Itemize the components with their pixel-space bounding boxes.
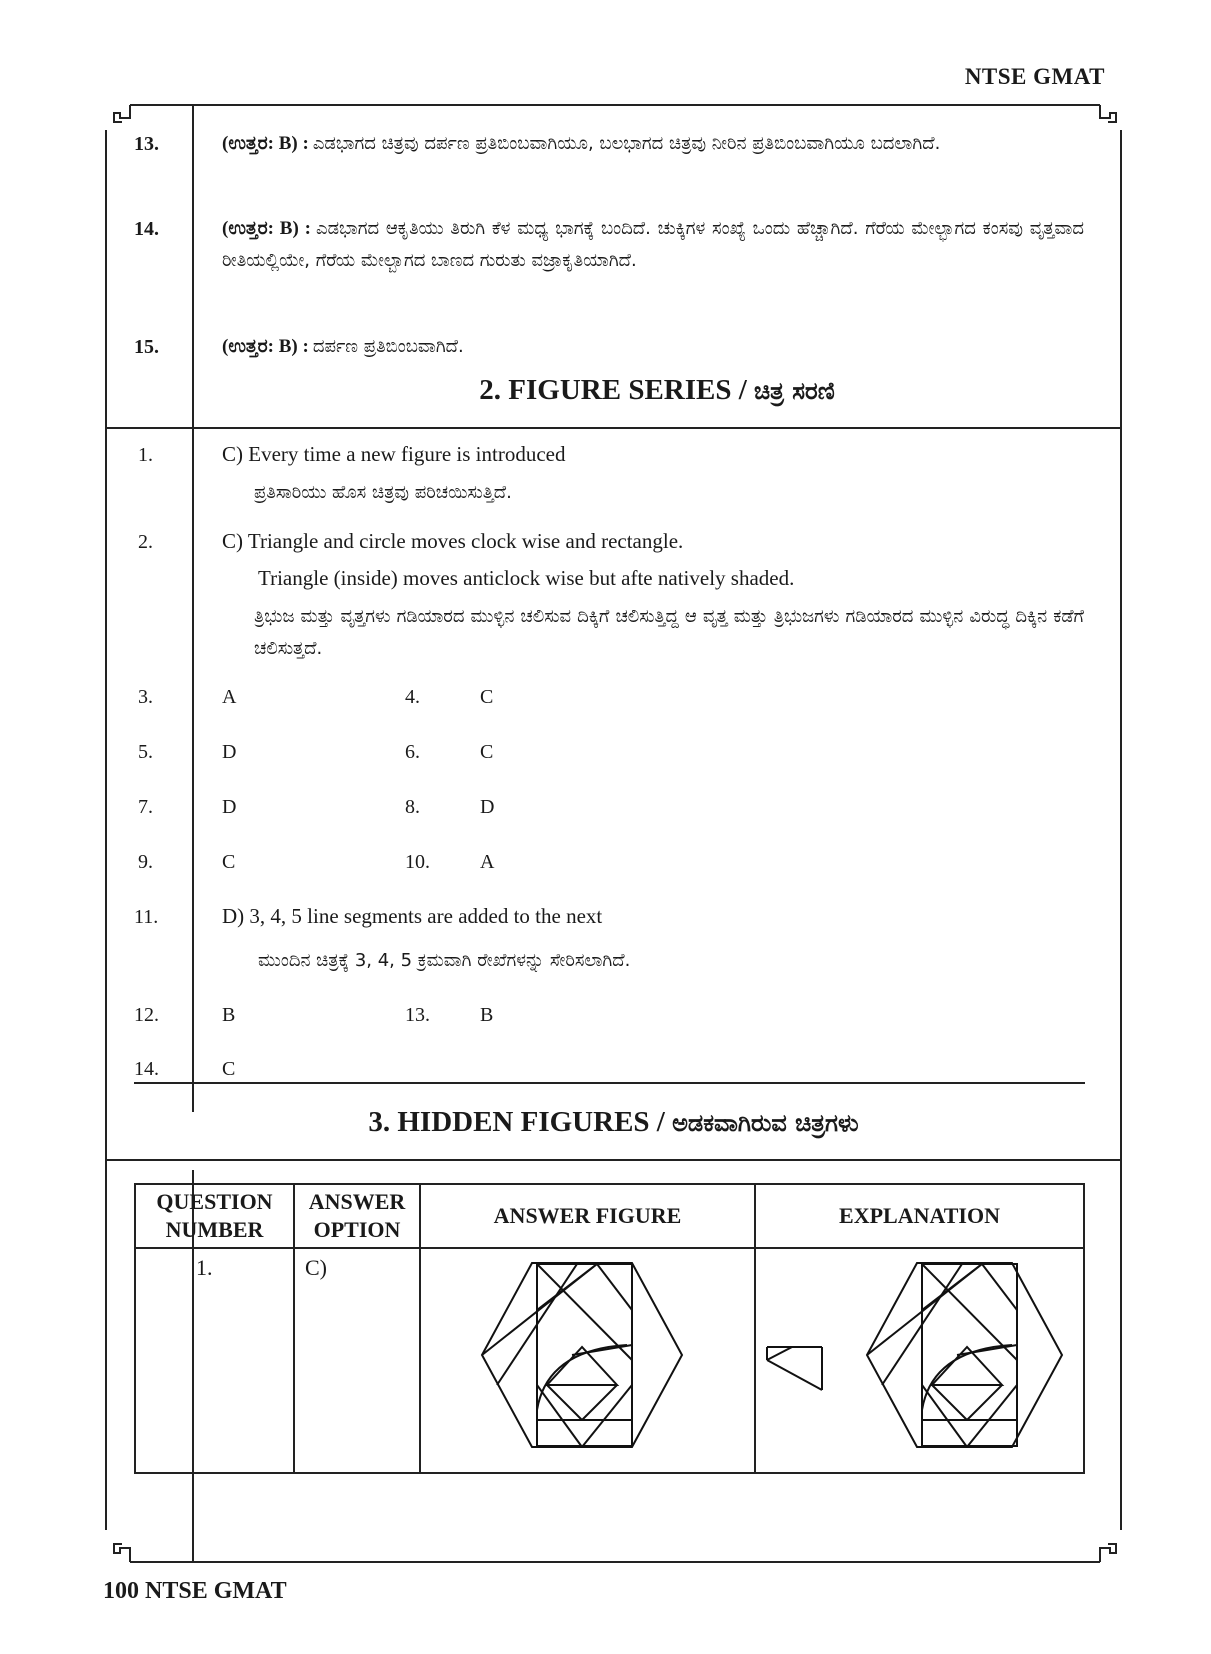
section-title-kn: ಅಡಕವಾಗಿರುವ ಚಿತ್ರಗಳು [672, 1109, 859, 1137]
question-number-cell: 1. [135, 1248, 294, 1473]
question-number: 11. [134, 906, 159, 928]
page-footer [103, 1578, 287, 1605]
answer-option: D [222, 741, 237, 763]
answer-option: A [222, 686, 237, 708]
answer-en: Triangle (inside) moves anticlock wise but afte natively shaded. [258, 566, 795, 590]
answer-option: D [480, 796, 495, 818]
answer-option: C [480, 741, 494, 763]
hidden-figures-table [134, 1183, 1085, 1474]
answer-option: C [222, 851, 236, 873]
question-number: 4. [405, 686, 420, 708]
section-title-kn: ಚಿತ್ರ ಸರಣಿ [754, 377, 835, 405]
answer-text [222, 128, 1084, 160]
question-number: 7. [138, 796, 153, 818]
answer-option: B [222, 1004, 236, 1026]
question-number: 9. [138, 851, 153, 873]
answer-option: D [222, 796, 237, 818]
header-answer-option: ANSWER OPTION [294, 1184, 420, 1248]
explanation-drawing [757, 1250, 1073, 1465]
answer-figure-cell [420, 1248, 755, 1473]
question-number: 3. [138, 686, 153, 708]
answer-kn: ಮುಂದಿನ ಚಿತ್ರಕ್ಕೆ 3, 4, 5 ಕ್ರಮವಾಗಿ ರೇಖೆಗಳನ್ನು ಸೇರಿಸಲಾಗಿದೆ. [258, 950, 631, 971]
answer-number: 15. [134, 336, 159, 358]
header-question-number: QUESTION NUMBER [135, 1184, 294, 1248]
footer-title: NTSE GMAT [145, 1578, 287, 1604]
question-number: 13. [405, 1004, 430, 1026]
answer-option: C [222, 1058, 236, 1080]
answer-en: C) Triangle and circle moves clock wise and rectangle. [222, 529, 684, 553]
page-number: 100 [103, 1578, 139, 1604]
section-title-figure-series [193, 374, 1121, 407]
answer-en: D) 3, 4, 5 line segments are added to the next [222, 904, 603, 928]
question-number: 6. [405, 741, 420, 763]
question-number: 12. [134, 1004, 159, 1026]
answer-body: ಎಡಭಾಗದ ಆಕೃತಿಯು ತಿರುಗಿ ಕೆಳ ಮಧ್ಯ ಭಾಗಕ್ಕೆ ಬಂದಿದೆ. ಚುಕ್ಕಿಗಳ ಸಂಖ್ಯೆ ಒಂದು ಹೆಚ್ಚಾಗಿದೆ. ಗೆರೆಯ ಮೇಲ್ಭಾಗದ ಕಂಸವು ವೃತ್ತವಾದ ರೀತಿಯಲ್ಲಿಯೇ, ಗೆರೆಯ ಮೇಲ್ಬಾಗದ ಬಾಣದ ಗುರುತು ವಜ್ರಾಕೃತಿಯಾಗಿದೆ. [222, 218, 1085, 271]
explanation-cell [755, 1248, 1084, 1473]
answer-kn: ಪ್ರತಿಸಾರಿಯು ಹೊಸ ಚಿತ್ರವು ಪರಿಚಯಿಸುತ್ತಿದೆ. [254, 482, 512, 503]
answer-option: C [480, 686, 494, 708]
answer-label: (ಉತ್ತರ: B) : [222, 218, 311, 239]
page-header: NTSE GMAT [964, 64, 1105, 89]
answer-body: ಎಡಭಾಗದ ಚಿತ್ರವು ದರ್ಪಣ ಪ್ರತಿಬಿಂಬವಾಗಿಯೂ, ಬಲಭಾಗದ ಚಿತ್ರವು ನೀರಿನ ಪ್ರತಿಬಿಂಬವಾಗಿಯೂ ಬದಲಾಗಿದೆ. [312, 133, 941, 154]
answer-option: B [480, 1004, 494, 1026]
answer-label: (ಉತ್ತರ: B) : [222, 336, 309, 357]
section-title-en: 2. FIGURE SERIES / [479, 374, 747, 406]
question-number: 1. [138, 444, 153, 466]
question-number: 5. [138, 741, 153, 763]
answer-number: 13. [134, 133, 159, 155]
answer-option: A [480, 851, 495, 873]
section-title-hidden-figures [106, 1106, 1121, 1139]
header-answer-figure: ANSWER FIGURE [420, 1184, 755, 1248]
answer-text [222, 331, 1084, 363]
answer-text [222, 213, 1084, 277]
question-number: 8. [405, 796, 420, 818]
table-row [135, 1248, 1084, 1473]
answer-number: 14. [134, 218, 159, 240]
question-number: 14. [134, 1058, 159, 1080]
question-number: 10. [405, 851, 430, 873]
table-header-row [135, 1184, 1084, 1248]
answer-en: C) Every time a new figure is introduced [222, 442, 566, 466]
header-explanation: EXPLANATION [755, 1184, 1084, 1248]
answer-option-cell: C) [294, 1248, 420, 1473]
answer-body: ದರ್ಪಣ ಪ್ರತಿಬಿಂಬವಾಗಿದೆ. [312, 336, 464, 357]
answer-figure-drawing [422, 1250, 753, 1465]
section-title-en: 3. HIDDEN FIGURES / [368, 1106, 665, 1138]
answer-label: (ಉತ್ತರ: B) : [222, 133, 309, 154]
answer-kn: ತ್ರಿಭುಜ ಮತ್ತು ವೃತ್ತಗಳು ಗಡಿಯಾರದ ಮುಳ್ಳಿನ ಚಲಿಸುವ ದಿಕ್ಕಿಗೆ ಚಲಿಸುತ್ತಿದ್ದ ಆ ವೃತ್ತ ಮತ್ತು ತ್ರಿಭುಜಗಳು ಗಡಿಯಾರದ ಮುಳ್ಳಿನ ವಿರುದ್ಧ ದಿಕ್ಕಿನ ಕಡೆಗೆ ಚಲಿಸುತ್ತದೆ. [254, 606, 1084, 659]
question-number: 2. [138, 531, 153, 553]
